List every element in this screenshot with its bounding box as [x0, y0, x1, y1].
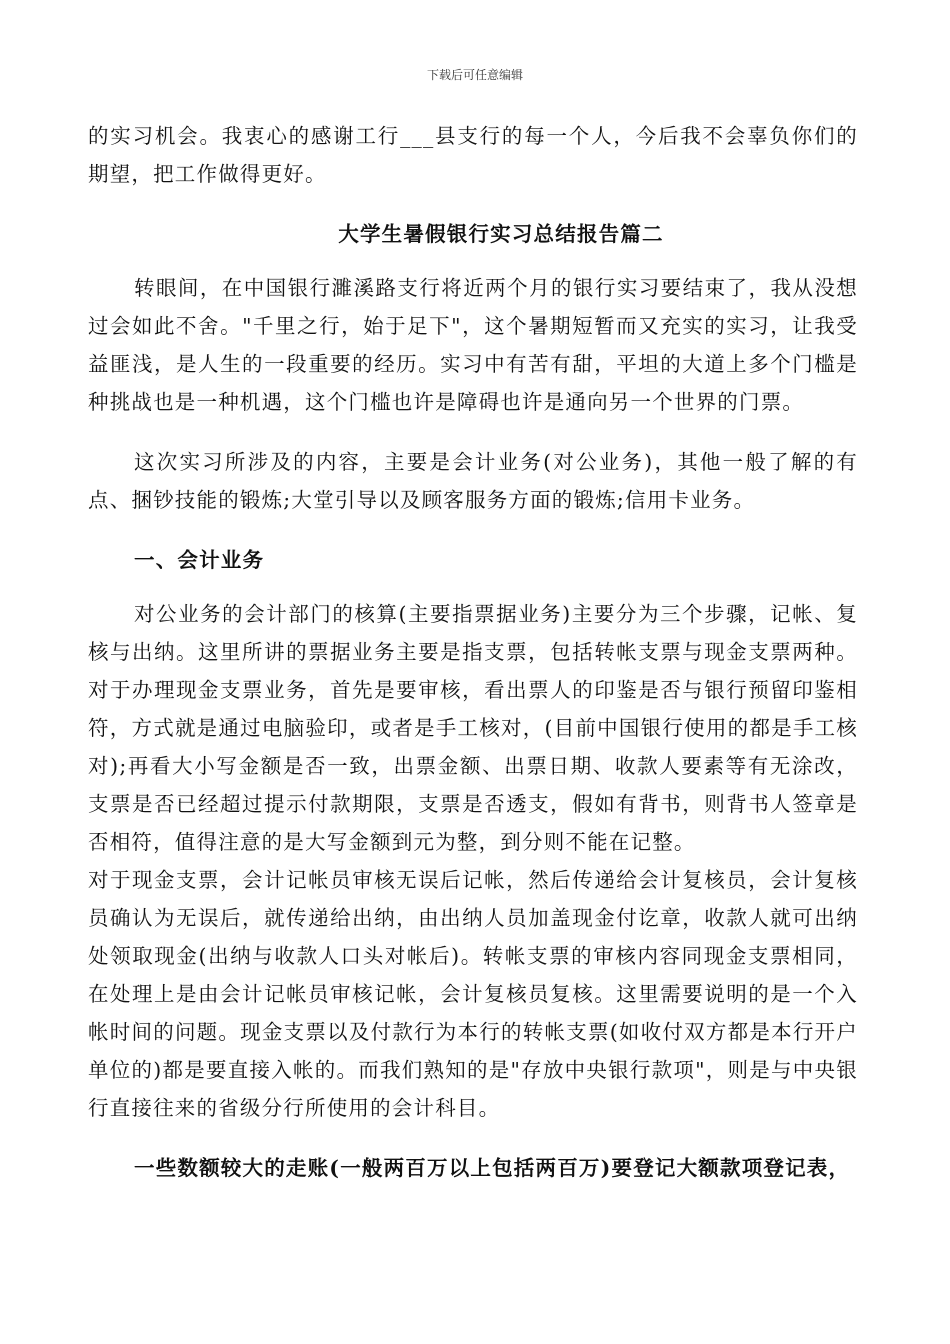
paragraph-intro: 的实习机会。我衷心的感谢工行___县支行的每一个人，今后我不会辜负你们的期望，把工作做得更好。 — [88, 124, 858, 186]
paragraph-3: 对公业务的会计部门的核算(主要指票据业务)主要分为三个步骤，记帐、复核与出纳。这里所讲的票据业务主要是指支票，包括转帐支票与现金支票两种。对于办理现金支票业务，首先是要审核，看出票人的印鉴是否与银行预留印鉴相符，方式就是通过电脑验印，或者是手工核对，(目前中国银行使用的都是手工核对);再看大小写金额是否一致，出票金额、出票日期、收款人要素等有无涂改，支票是否已经超过提示付款期限，支票是否透支，假如有背书，则背书人签章是否相符，值得注意的是大写金额到元为整，到分则不能在记整。 — [88, 602, 858, 854]
page-header: 下载后可任意编辑 — [426, 68, 523, 82]
paragraph-4: 对于现金支票，会计记帐员审核无误后记帐，然后传递给会计复核员，会计复核员确认为无误后，就传递给出纳，由出纳人员加盖现金付讫章，收款人就可出纳处领取现金(出纳与收款人口头对帐后)。转帐支票的审核内容同现金支票相同，在处理上是由会计记帐员审核记帐，会计复核员复核。这里需要说明的是一个入帐时间的问题。现金支票以及付款行为本行的转帐支票(如收付双方都是本行开户单位的)都是要直接入帐的。而我们熟知的是"存放中央银行款项"，则是与中央银行直接往来的省级分行所使用的会计科目。 — [88, 868, 858, 1120]
paragraph-2: 这次实习所涉及的内容，主要是会计业务(对公业务)，其他一般了解的有点、捆钞技能的锻炼;大堂引导以及顾客服务方面的锻炼;信用卡业务。 — [88, 450, 858, 512]
heading-accounting: 一、会计业务 — [134, 548, 265, 572]
section-title: 大学生暑假银行实习总结报告篇二 — [338, 222, 664, 246]
document-body — [88, 117, 858, 1187]
paragraph-1: 转眼间，在中国银行濉溪路支行将近两个月的银行实习要结束了，我从没想过会如此不舍。"千里之行，始于足下"，这个暑期短暂而又充实的实习，让我受益匪浅，是人生的一段重要的经历。实习中有苦有甜，平坦的大道上多个门槛是种挑战也是一种机遇，这个门槛也许是障碍也许是通向另一个世界的门票。 — [88, 276, 858, 414]
paragraph-5: 一些数额较大的走账(一般两百万以上包括两百万)要登记大额款项登记表， — [134, 1156, 851, 1180]
